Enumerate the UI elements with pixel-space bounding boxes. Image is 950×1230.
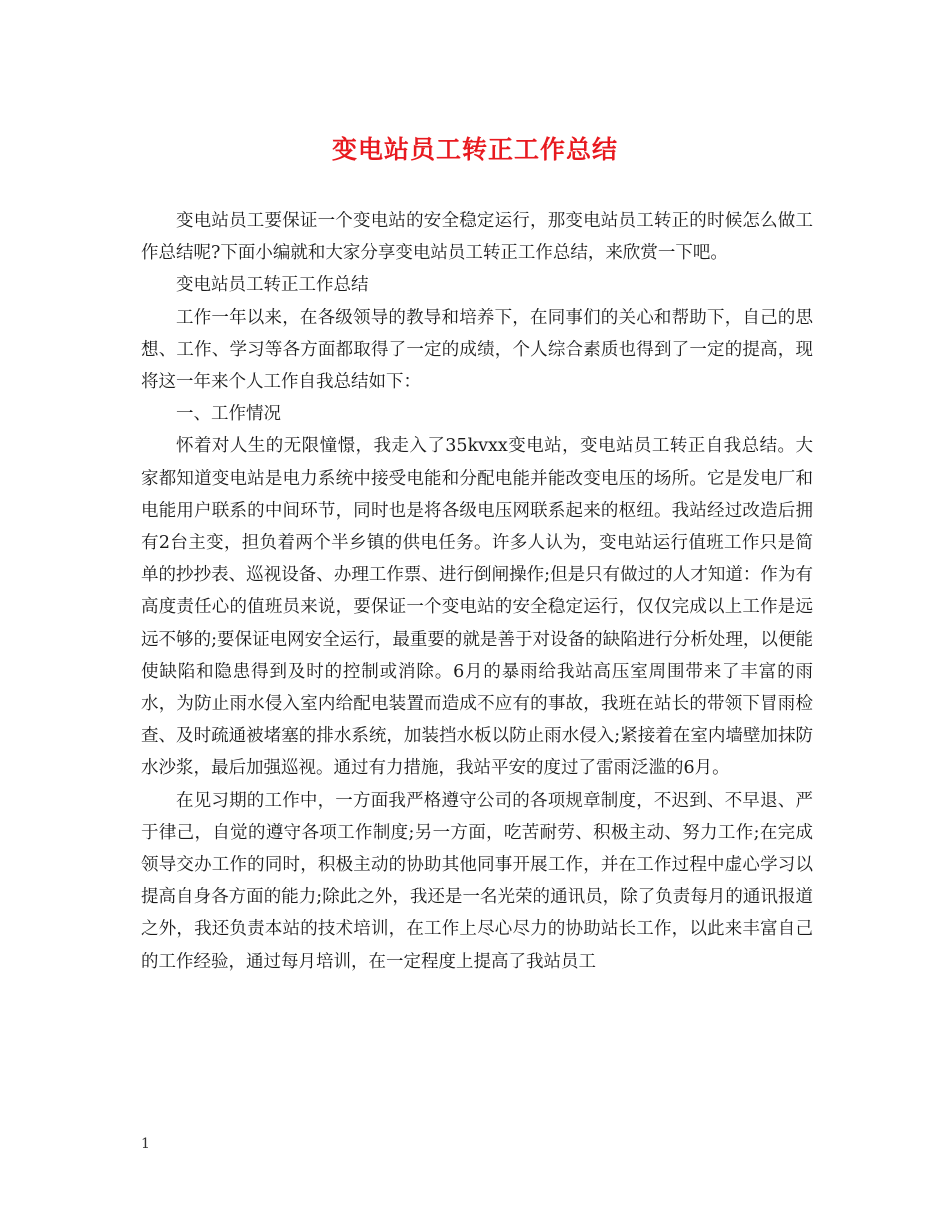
document-title: 变电站员工转正工作总结 bbox=[331, 135, 618, 164]
section-heading-work: 一、工作情况 bbox=[176, 404, 281, 425]
paragraph-probation: 在见习期的工作中，一方面我严格遵守公司的各项规章制度，不迟到、不早退、严于律己，自觉的遵守各项工作制度;另一方面，吃苦耐劳、积极主动、努力工作;在完成领导交办工作的同时，积极主动的协助其他同事开展工作，并在工作过程中虚心学习以提高自身各方面的能力;除此之外，我还是一名光荣的通讯员，除了负责每月的通讯报道之外，我还负责本站的技术培训，在工作上尽心尽力的协助站长工作，以此来丰富自己的工作经验，通过每月培训，在一定程度上提高了我站员工 bbox=[141, 790, 813, 972]
paragraph-subtitle: 变电站员工转正工作总结 bbox=[176, 275, 369, 296]
paragraph-intro: 变电站员工要保证一个变电站的安全稳定运行，那变电站员工转正的时候怎么做工作总结呢?下面小编就和大家分享变电站员工转正工作总结，来欣赏一下吧。 bbox=[141, 211, 813, 264]
paragraph-opening: 工作一年以来，在各级领导的教导和培养下，在同事们的关心和帮助下，自己的思想、工作、学习等各方面都取得了一定的成绩，个人综合素质也得到了一定的提高，现将这一年来个人工作自我总结如下： bbox=[141, 307, 813, 393]
page-number: 1 bbox=[141, 1136, 150, 1152]
paragraph-work-situation: 怀着对人生的无限憧憬，我走入了35kvxx变电站，变电站员工转正自我总结。大家都知道变电站是电力系统中接受电能和分配电能并能改变电压的场所。它是发电厂和电能用户联系的中间环节，同时也是将各级电压网联系起来的枢纽。我站经过改造后拥有2台主变，担负着两个半乡镇的供电任务。许多人认为，变电站运行值班工作只是简单的抄抄表、巡视设备、办理工作票、进行倒闸操作;但是只有做过的人才知道：作为有高度责任心的值班员来说，要保证一个变电站的安全稳定运行，仅仅完成以上工作是远远不够的;要保证电网安全运行，最重要的就是善于对设备的缺陷进行分析处理，以便能使缺陷和隐患得到及时的控制或消除。6月的暴雨给我站高压室周围带来了丰富的雨水，为防止雨水侵入室内给配电装置而造成不应有的事故，我班在站长的带领下冒雨检查、及时疏通被堵塞的排水系统，加装挡水板以防止雨水侵入;紧接着在室内墙壁加抹防水沙浆，最后加强巡视。通过有力措施，我站平安的度过了雷雨泛滥的6月。 bbox=[141, 436, 813, 779]
document-body bbox=[141, 205, 813, 978]
